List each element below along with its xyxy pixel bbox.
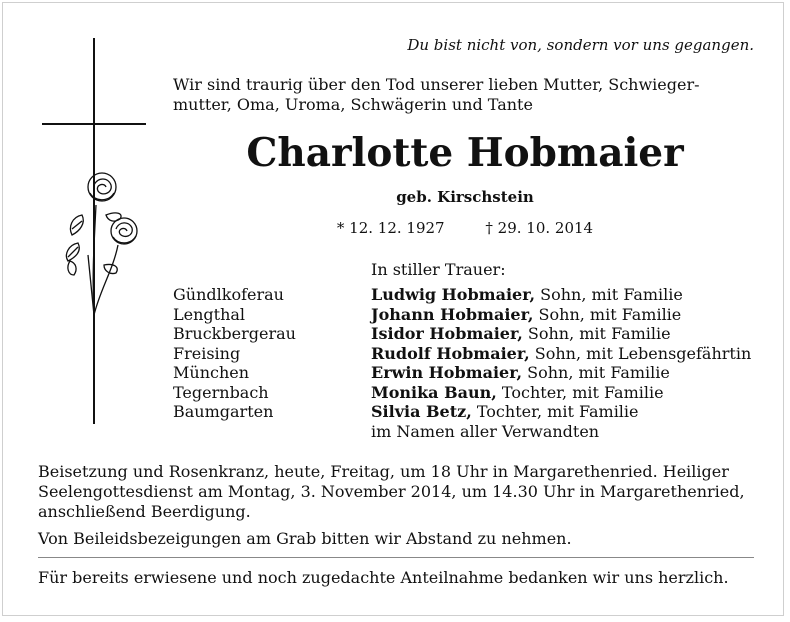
motto-quote: Du bist nicht von, sondern vor uns gegangen. <box>407 36 754 54</box>
mourner-name: Isidor Hobmaier, <box>371 324 523 343</box>
mourner-entry <box>371 324 771 344</box>
mourner-town: München <box>173 363 250 382</box>
mourning-closing: im Namen aller Verwandten <box>371 421 600 441</box>
mourner-name: Rudolf Hobmaier, <box>371 343 530 363</box>
mourner-entry <box>371 344 771 364</box>
mourner-list <box>371 285 771 441</box>
mourner-relation: Sohn, mit Familie <box>522 324 671 343</box>
mourner-town: Freising <box>173 343 241 363</box>
mourner-name: Monika Baun, <box>371 382 497 402</box>
mourner-relation: Sohn, mit Familie <box>522 363 670 382</box>
condolence-note: Von Beileidsbezeigungen am Grab bitten wir Abstand zu nehmen. <box>38 529 572 548</box>
mourner-town: Baumgarten <box>173 402 274 421</box>
deceased-name: Charlotte Hobmaier <box>246 130 684 176</box>
mourner-entry <box>371 305 771 325</box>
mourner-name: Silvia Betz, <box>371 402 472 421</box>
mourner-town: Bruckbergerau <box>173 324 296 343</box>
cross-bar <box>42 123 146 125</box>
divider <box>38 557 754 558</box>
funeral-line-2: Seelengottesdienst am Montag, 3. November 2014, um 14.30 Uhr in Margarethenried, <box>38 482 745 501</box>
mourner-entry <box>371 383 771 403</box>
mourner-town: Tegernbach <box>173 382 269 402</box>
intro-line-1: Wir sind traurig über den Tod unserer lieben Mutter, Schwieger- <box>173 75 700 94</box>
funeral-details <box>38 462 768 522</box>
mourning-label: In stiller Trauer: <box>371 260 506 279</box>
mourner-entry <box>371 402 771 422</box>
birth-date: * 12. 12. 1927 <box>336 219 445 237</box>
mourner-name: Erwin Hobmaier, <box>371 363 523 382</box>
mourner-relation: Sohn, mit Familie <box>533 304 682 324</box>
mourner-relation: Sohn, mit Lebensgefährtin <box>529 343 752 363</box>
mourner-relation: Sohn, mit Familie <box>535 285 683 304</box>
mourner-relation: Tochter, mit Familie <box>471 402 639 421</box>
thanks-note: Für bereits erwiesene und noch zugedachte Anteilnahme bedanken wir uns herzlich. <box>38 568 729 587</box>
roses-icon <box>58 165 148 325</box>
funeral-line-1: Beisetzung und Rosenkranz, heute, Freitag, um 18 Uhr in Margarethenried. Heiliger <box>38 462 729 481</box>
mourner-name: Ludwig Hobmaier, <box>371 285 536 304</box>
mourner-town: Lengthal <box>173 304 246 324</box>
mourner-towns <box>173 285 363 422</box>
mourner-relation: Tochter, mit Familie <box>496 382 664 402</box>
mourner-entry <box>371 285 771 305</box>
mourner-entry <box>371 363 771 383</box>
intro-line-2: mutter, Oma, Uroma, Schwägerin und Tante <box>173 95 533 114</box>
mourner-town: Gündlkoferau <box>173 285 284 304</box>
life-dates <box>170 219 760 237</box>
mourner-name: Johann Hobmaier, <box>371 304 534 324</box>
birth-name: geb. Kirschstein <box>396 188 534 206</box>
death-date: † 29. 10. 2014 <box>485 219 594 237</box>
intro-text <box>173 75 763 115</box>
funeral-line-3: anschließend Beerdigung. <box>38 502 251 521</box>
